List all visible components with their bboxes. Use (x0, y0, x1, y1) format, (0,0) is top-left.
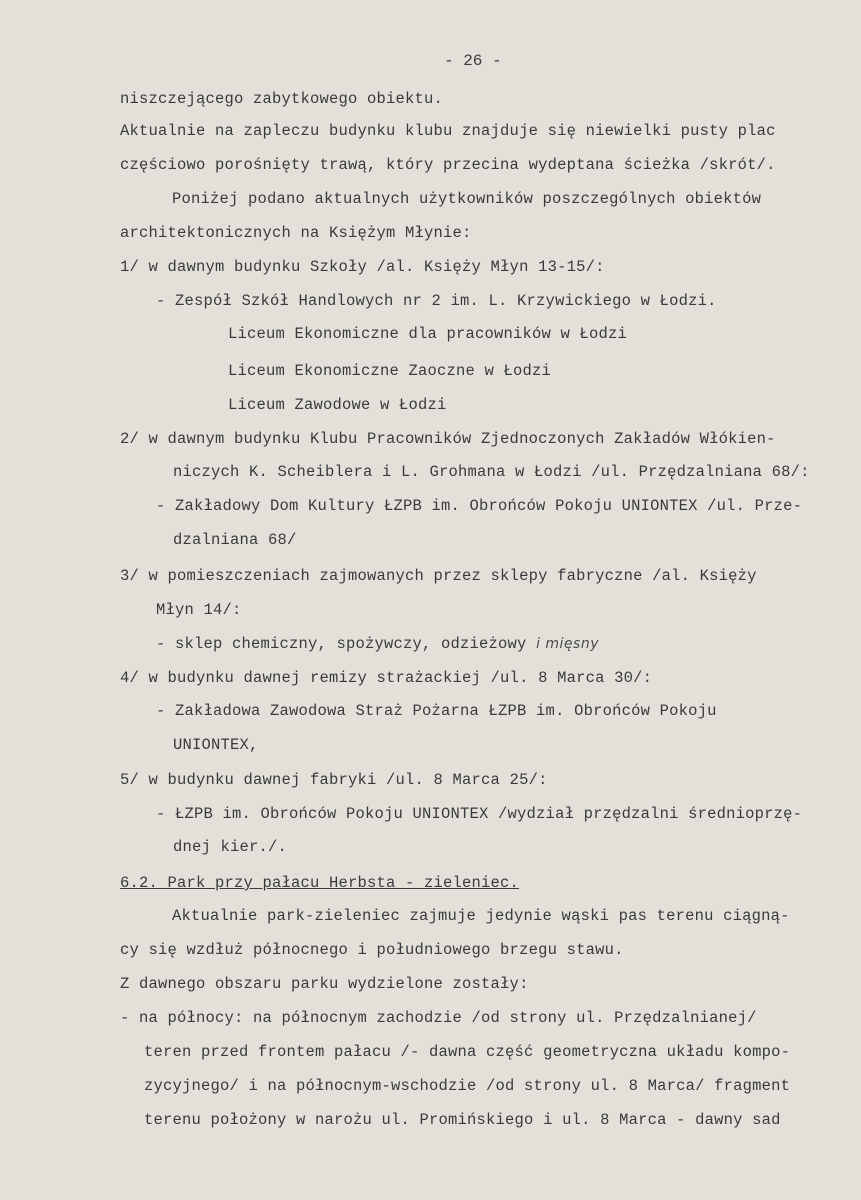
text-line: dnej kier./. (173, 838, 288, 856)
text-line: częściowo porośnięty trawą, który przecina wydeptana ścieżka /skrót/. (120, 156, 776, 174)
list-item: - Zakładowy Dom Kultury ŁZPB im. Obrońców Pokoju UNIONTEX /ul. Prze- (156, 497, 803, 515)
typed-text: - sklep chemiczny, spożywczy, odzieżowy (156, 635, 527, 653)
list-item: - Zespół Szkół Handlowych nr 2 im. L. Krzywickiego w Łodzi. (156, 292, 717, 310)
text-line: teren przed frontem pałacu /- dawna część geometryczna układu kompo- (144, 1043, 791, 1061)
list-item: - Zakładowa Zawodowa Straż Pożarna ŁZPB im. Obrońców Pokoju (156, 702, 717, 720)
text-line: Aktualnie na zapleczu budynku klubu znajduje się niewielki pusty plac (120, 122, 776, 140)
text-line: UNIONTEX, (173, 736, 259, 754)
list-item: - ŁZPB im. Obrońców Pokoju UNIONTEX /wydział przędzalni średnioprzę- (156, 805, 803, 823)
list-item: 1/ w dawnym budynku Szkoły /al. Księży Młyn 13-15/: (120, 258, 605, 276)
handwritten-note: i mięsny (536, 636, 600, 652)
text-line: cy się wzdłuż północnego i południowego brzegu stawu. (120, 941, 624, 959)
text-line: architektonicznych na Księżym Młynie: (120, 224, 472, 242)
text-line: Z dawnego obszaru parku wydzielone zostały: (120, 975, 529, 993)
list-item (156, 635, 599, 653)
text-line: terenu położony w narożu ul. Promińskiego i ul. 8 Marca - dawny sad (144, 1111, 781, 1129)
text-line: Młyn 14/: (156, 601, 242, 619)
list-item: Liceum Ekonomiczne dla pracowników w Łodzi (228, 325, 628, 343)
list-item: 4/ w budynku dawnej remizy strażackiej /ul. 8 Marca 30/: (120, 669, 653, 687)
page-number: - 26 - (444, 52, 502, 70)
text-line: Aktualnie park-zieleniec zajmuje jedynie wąski pas terenu ciągną- (172, 907, 790, 925)
text-line: Poniżej podano aktualnych użytkowników poszczególnych obiektów (172, 190, 762, 208)
list-item: 5/ w budynku dawnej fabryki /ul. 8 Marca 25/: (120, 771, 548, 789)
list-item: 3/ w pomieszczeniach zajmowanych przez sklepy fabryczne /al. Księży (120, 567, 757, 585)
list-item: Liceum Ekonomiczne Zaoczne w Łodzi (228, 362, 552, 380)
list-item: - na północy: na północnym zachodzie /od strony ul. Przędzalnianej/ (120, 1009, 757, 1027)
section-heading: 6.2. Park przy pałacu Herbsta - zieleniec. (120, 874, 520, 892)
text-line: niszczejącego zabytkowego obiektu. (120, 90, 444, 108)
text-line: niczych K. Scheiblera i L. Grohmana w Łodzi /ul. Przędzalniana 68/: (173, 463, 810, 481)
text-line: dzalniana 68/ (173, 531, 297, 549)
text-line: zycyjnego/ i na północnym-wschodzie /od strony ul. 8 Marca/ fragment (144, 1077, 791, 1095)
list-item: 2/ w dawnym budynku Klubu Pracowników Zjednoczonych Zakładów Włókien- (120, 430, 776, 448)
list-item: Liceum Zawodowe w Łodzi (228, 396, 447, 414)
